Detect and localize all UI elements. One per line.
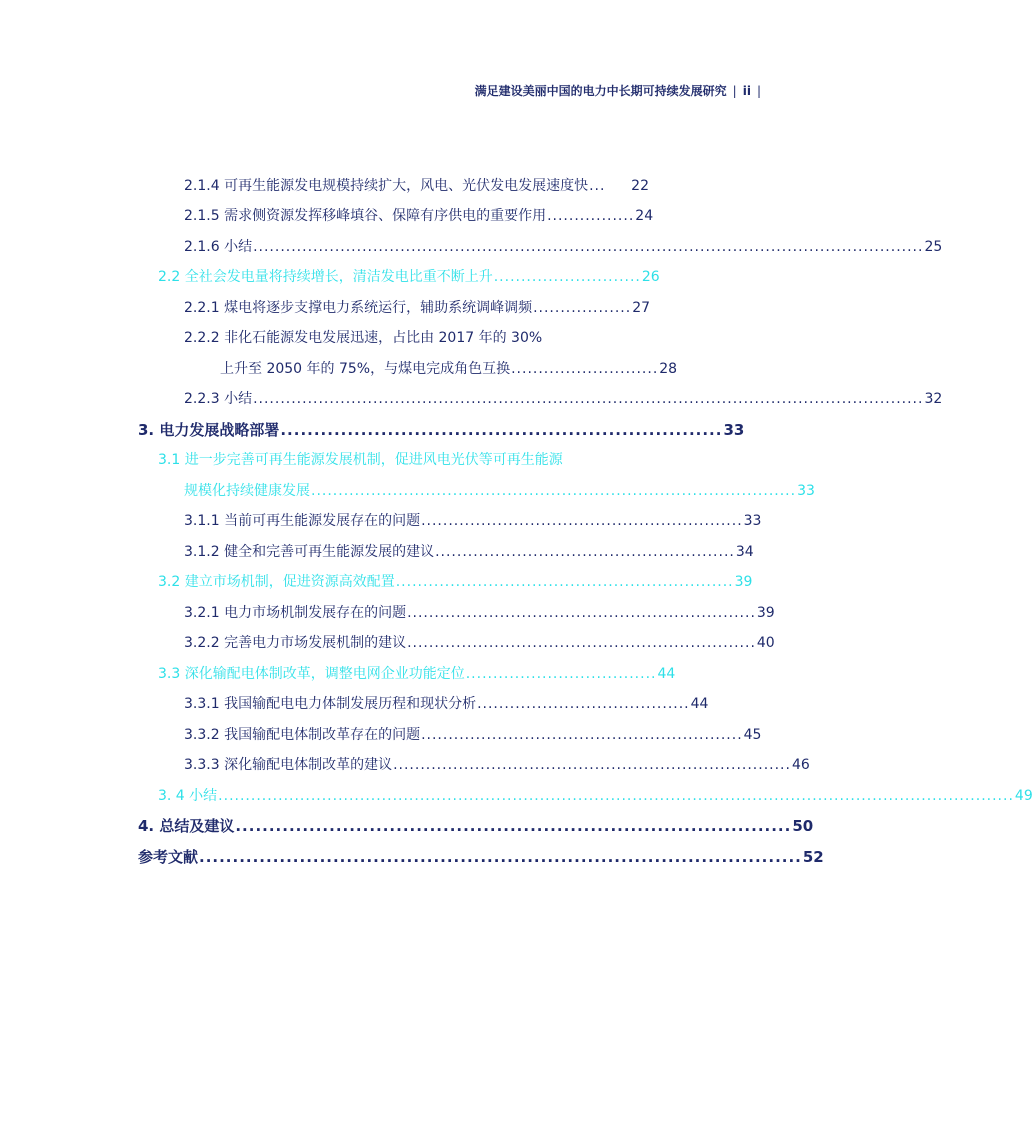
toc-entry-label: 2.2.3 小结 [184, 391, 253, 407]
toc-entry[interactable] [158, 786, 1033, 806]
toc-entry-page: 33 [743, 513, 762, 529]
toc-leader: ....................................................... [435, 544, 735, 560]
toc-chapter-entry[interactable] [138, 420, 745, 440]
toc-entry-label: 3.1.1 当前可再生能源发展存在的问题 [184, 513, 421, 529]
toc-entry[interactable] [184, 237, 943, 257]
toc-leader: .............................................................. [395, 574, 734, 590]
toc-entry[interactable] [220, 359, 678, 379]
toc-leader: ................................................................ [407, 605, 756, 621]
header-separator: | [756, 83, 761, 98]
toc-leader: ......................................................................................... [311, 483, 797, 499]
toc-entry-label: 3.2.1 电力市场机制发展存在的问题 [184, 605, 407, 621]
toc-entry[interactable] [184, 511, 762, 531]
toc-leader: ....................................... [477, 696, 690, 712]
toc-entry-label: 2.2.1 煤电将逐步支撑电力系统运行，辅助系统调峰调频 [184, 300, 533, 316]
toc-entry[interactable] [184, 176, 649, 196]
toc-entry[interactable] [184, 481, 815, 501]
toc-entry[interactable] [184, 298, 649, 318]
toc-leader: .......................................................................................... [199, 848, 802, 866]
toc-entry-label: 3.3.1 我国输配电电力体制发展历程和现状分析 [184, 696, 477, 712]
toc-entry-label: 3.2 建立市场机制，促进资源高效配置 [158, 574, 395, 590]
toc-entry-label-line1[interactable]: 3.1 进一步完善可再生能源发展机制，促进风电光伏等可再生能源 [158, 452, 563, 468]
toc-leader: ................ [547, 208, 635, 224]
toc-leader: ........................................................... [421, 513, 743, 529]
toc-leader: ... [589, 178, 606, 194]
toc-leader: .................................................................................................................................................. [218, 788, 1014, 804]
toc-entry-label-line1[interactable]: 2.2.2 非化石能源发电发展迅速，占比由 2017 年的 30% [184, 330, 543, 346]
toc-entry-page: 24 [635, 208, 654, 224]
toc-entry[interactable] [184, 633, 775, 653]
toc-entry-page: 50 [792, 817, 814, 835]
toc-entry-label: 3.3.2 我国输配电体制改革存在的问题 [184, 727, 421, 743]
toc-entry[interactable] [184, 755, 810, 775]
toc-entry-page: 39 [734, 574, 753, 590]
toc-leader: .................. [533, 300, 632, 316]
toc-entry[interactable] [158, 267, 660, 287]
toc-entry[interactable] [158, 572, 753, 592]
toc-entry[interactable] [184, 694, 709, 714]
toc-entry-page: 26 [641, 269, 660, 285]
toc-entry[interactable] [184, 725, 762, 745]
toc-entry-page: 45 [743, 727, 762, 743]
toc-leader: ........................... [511, 361, 659, 377]
toc-entry-page: 44 [657, 666, 676, 682]
toc-leader: ........................... [493, 269, 641, 285]
toc-entry-label: 参考文献 [138, 848, 199, 866]
toc-entry-page: 34 [735, 544, 754, 560]
toc-entry-label: 2.1.4 可再生能源发电规模持续扩大，风电、光伏发电发展速度快 [184, 178, 589, 194]
header-page-number: ii [742, 83, 751, 98]
toc-entry-label: 规模化持续健康发展 [184, 483, 310, 499]
toc-entry-label: 3.1.2 健全和完善可再生能源发展的建议 [184, 544, 435, 560]
toc-entry[interactable] [184, 206, 654, 226]
toc-chapter-entry[interactable] [138, 847, 824, 867]
toc-leader: ........................................................... [421, 727, 743, 743]
toc-entry-label: 3.3.3 深化输配电体制改革的建议 [184, 757, 393, 773]
toc-entry-label: 3.3 深化输配电体制改革，调整电网企业功能定位 [158, 666, 465, 682]
running-header [475, 82, 767, 99]
toc-entry-page: 49 [1014, 788, 1033, 804]
toc-entry[interactable] [184, 542, 754, 562]
toc-entry-label: 2.2 全社会发电量将持续增长，清洁发电比重不断上升 [158, 269, 493, 285]
toc-entry-page: 22 [631, 178, 649, 194]
toc-entry-label: 3. 电力发展战略部署 [138, 421, 280, 439]
toc-entry-label: 2.1.5 需求侧资源发挥移峰填谷、保障有序供电的重要作用 [184, 208, 547, 224]
toc-entry-label: 4. 总结及建议 [138, 817, 235, 835]
toc-entry-label: 3.2.2 完善电力市场发展机制的建议 [184, 635, 407, 651]
toc-leader: ................................... [465, 666, 657, 682]
toc-leader: ......................................................................... [393, 757, 791, 773]
toc-entry-page: 28 [659, 361, 678, 377]
toc-entry-label: 上升至 2050 年的 75%，与煤电完成角色互换 [220, 361, 511, 377]
toc-entry-page: 33 [723, 421, 745, 439]
toc-entry-page: 40 [756, 635, 775, 651]
toc-leader: ........................................................................................................................... [253, 239, 924, 255]
toc-leader: .................................................................. [280, 421, 723, 439]
header-separator: | [732, 83, 737, 98]
toc-entry-page: 39 [756, 605, 775, 621]
toc-entry-page: 33 [797, 483, 815, 499]
toc-entry-page: 25 [924, 239, 943, 255]
header-title: 满足建设美丽中国的电力中长期可持续发展研究 [474, 84, 727, 98]
toc-entry-page: 46 [791, 757, 810, 773]
toc-chapter-entry[interactable] [138, 816, 814, 836]
toc-leader: ........................................................................................................................... [253, 391, 924, 407]
toc-entry-label: 2.1.6 小结 [184, 239, 253, 255]
toc-entry-label: 3. 4 小结 [158, 788, 218, 804]
toc-entry[interactable] [158, 664, 676, 684]
toc-entry[interactable] [184, 389, 943, 409]
toc-entry-page: 27 [632, 300, 651, 316]
toc-entry-page: 52 [802, 848, 824, 866]
toc-entry-page: 44 [690, 696, 709, 712]
toc-entry-page: 32 [924, 391, 943, 407]
toc-leader: ................................................................ [407, 635, 756, 651]
toc-leader: ................................................................................... [235, 817, 792, 835]
toc-entry[interactable] [184, 603, 775, 623]
